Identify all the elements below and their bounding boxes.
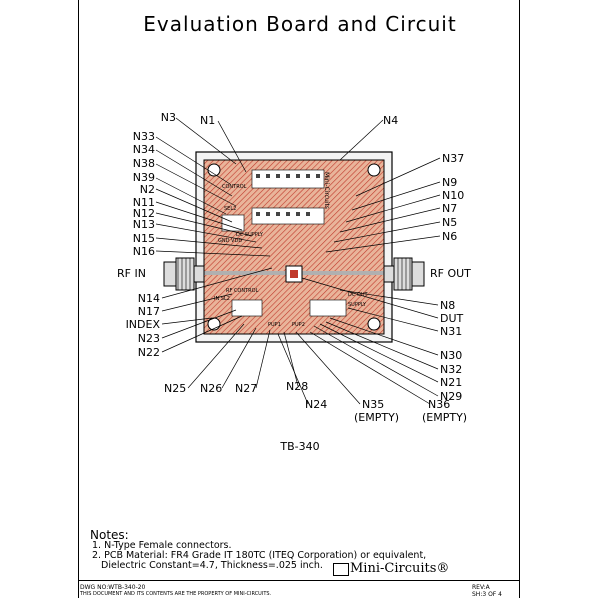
label-n29: N29 (440, 390, 463, 403)
label-n32: N32 (440, 363, 463, 376)
label-n1: N1 (200, 114, 216, 127)
label-n16: N16 (132, 245, 155, 258)
board-company-label: Mini-Circuits (323, 172, 330, 209)
board-in-sl2-label: IN SL2 (214, 296, 230, 302)
notes-heading: Notes: (90, 528, 129, 542)
note-2: 2. PCB Material: FR4 Grade IT 180TC (ITEQ Corporation) or equivalent, (92, 550, 427, 561)
rf-out-label: RF OUT (430, 267, 471, 280)
label-n12: N12 (132, 207, 155, 220)
label-n30: N30 (440, 349, 463, 362)
board-pup2-label: PUP2 (292, 322, 305, 328)
rf-in-label: RF IN (117, 267, 146, 280)
label-n11: N11 (132, 196, 155, 209)
label-n6: N6 (442, 230, 458, 243)
label-n24: N24 (305, 398, 328, 411)
label-n39: N39 (132, 171, 155, 184)
board-control-label: CONTROL (222, 184, 247, 190)
label-n33: N33 (132, 130, 155, 143)
page-title: Evaluation Board and Circuit (143, 12, 457, 36)
label-n17: N17 (137, 305, 160, 318)
board-caption: TB-340 (280, 440, 320, 453)
label-n38: N38 (132, 157, 155, 170)
board-rf-control-label: RF CONTROL (226, 288, 259, 294)
label-n31: N31 (440, 325, 463, 338)
board-supply-label: SUPPLY (348, 302, 367, 308)
label-n25: N25 (164, 382, 187, 395)
label-n23: N23 (137, 332, 160, 345)
label-n8: N8 (440, 299, 456, 312)
label-n9: N9 (442, 176, 458, 189)
label-n35: N35 (362, 398, 385, 411)
label-n36-empty: (EMPTY) (422, 411, 468, 424)
label-n4: N4 (383, 114, 399, 127)
label-n13: N13 (132, 218, 155, 231)
company-logo: Mini-Circuits® (350, 561, 450, 576)
label-n14: N14 (137, 292, 160, 305)
label-n28: N28 (286, 380, 309, 393)
label-n5: N5 (442, 216, 458, 229)
label-n27: N27 (235, 382, 258, 395)
mini-circuits-logo-icon (333, 563, 349, 576)
board-dc-out-label: DC OUT (348, 292, 368, 298)
label-dut: DUT (440, 312, 464, 325)
board-sel2-label: SEL2 (224, 206, 237, 212)
label-n26: N26 (200, 382, 223, 395)
label-n7: N7 (442, 202, 458, 215)
label-n10: N10 (442, 189, 465, 202)
label-n21: N21 (440, 376, 463, 389)
board-pup1-label: PUP1 (268, 322, 281, 328)
label-n22: N22 (137, 346, 160, 359)
dwg-number: DWG NO:WTB-340-20 (80, 584, 146, 591)
sheet-number: SH:3 OF 4 (472, 591, 502, 598)
label-n2: N2 (139, 183, 155, 196)
note-1: 1. N-Type Female connectors. (92, 540, 232, 551)
label-n36: N36 (428, 398, 451, 411)
proprietary-notice: THIS DOCUMENT AND ITS CONTENTS ARE THE PROPERTY OF MINI-CIRCUITS. (80, 591, 272, 597)
label-index: INDEX (125, 318, 160, 331)
board-dc-supply-label: DC SUPPLY (236, 232, 263, 238)
label-n3: N3 (160, 111, 176, 124)
note-2-cont: Dielectric Constant=4.7, Thickness=.025 inch. (92, 560, 323, 571)
label-n35-empty: (EMPTY) (354, 411, 400, 424)
label-n15: N15 (132, 232, 155, 245)
revision: REV:A (472, 584, 490, 591)
board-gnd-vdd-label: GND VDD (218, 238, 243, 244)
label-n34: N34 (132, 143, 155, 156)
label-n37: N37 (442, 152, 465, 165)
